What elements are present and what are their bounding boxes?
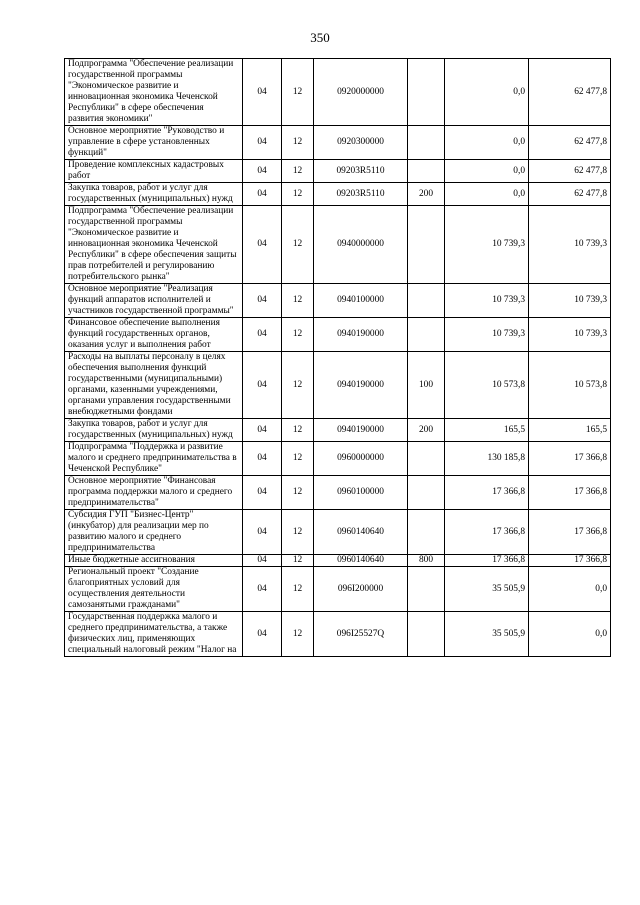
target-article-code: 0920300000 xyxy=(314,126,408,160)
table-row xyxy=(65,284,611,318)
section-code: 04 xyxy=(243,476,282,510)
target-article-code: 0940190000 xyxy=(314,318,408,352)
expense-type-code xyxy=(408,206,445,284)
amount-year-1: 0,0 xyxy=(445,59,529,126)
expense-type-code: 200 xyxy=(408,419,445,442)
amount-year-1: 35 505,9 xyxy=(445,567,529,612)
target-article-code: 0940190000 xyxy=(314,419,408,442)
target-article-code: 0960000000 xyxy=(314,442,408,476)
section-code: 04 xyxy=(243,160,282,183)
amount-year-1: 0,0 xyxy=(445,160,529,183)
expense-name: Основное мероприятие "Финансовая программа поддержки малого и среднего предпринимательства" xyxy=(65,476,243,510)
table-row xyxy=(65,352,611,419)
expense-type-code xyxy=(408,126,445,160)
expense-type-code xyxy=(408,160,445,183)
table-row xyxy=(65,183,611,206)
section-code: 04 xyxy=(243,284,282,318)
subsection-code: 12 xyxy=(282,352,314,419)
section-code: 04 xyxy=(243,567,282,612)
amount-year-1: 17 366,8 xyxy=(445,555,529,567)
amount-year-1: 17 366,8 xyxy=(445,510,529,555)
amount-year-2: 10 573,8 xyxy=(529,352,611,419)
expense-name: Закупка товаров, работ и услуг для государственных (муниципальных) нужд xyxy=(65,183,243,206)
expense-name: Региональный проект "Создание благоприятных условий для осуществления деятельности самозанятыми гражданами" xyxy=(65,567,243,612)
amount-year-2: 17 366,8 xyxy=(529,510,611,555)
expense-name: Основное мероприятие "Руководство и управление в сфере установленных функций" xyxy=(65,126,243,160)
expense-name: Основное мероприятие "Реализация функций аппаратов исполнителей и участников государственной программы" xyxy=(65,284,243,318)
table-row xyxy=(65,476,611,510)
expense-type-code: 800 xyxy=(408,555,445,567)
target-article-code: 0960140640 xyxy=(314,510,408,555)
expense-name: Иные бюджетные ассигнования xyxy=(65,555,243,567)
target-article-code: 0940190000 xyxy=(314,352,408,419)
expense-name: Закупка товаров, работ и услуг для государственных (муниципальных) нужд xyxy=(65,419,243,442)
amount-year-2: 62 477,8 xyxy=(529,183,611,206)
amount-year-1: 35 505,9 xyxy=(445,612,529,657)
expense-type-code xyxy=(408,612,445,657)
expense-type-code: 100 xyxy=(408,352,445,419)
amount-year-2: 0,0 xyxy=(529,567,611,612)
expense-name: Расходы на выплаты персоналу в целях обеспечения выполнения функций государственными (муниципальными) органами, казенными учреждениями, органами управления государственными внебюджетными фондами xyxy=(65,352,243,419)
amount-year-1: 0,0 xyxy=(445,126,529,160)
budget-table-body xyxy=(65,59,611,657)
subsection-code: 12 xyxy=(282,206,314,284)
target-article-code: 0940100000 xyxy=(314,284,408,318)
target-article-code: 0960100000 xyxy=(314,476,408,510)
expense-name: Подпрограмма "Поддержка и развитие малого и среднего предпринимательства в Чеченской Республике" xyxy=(65,442,243,476)
amount-year-2: 0,0 xyxy=(529,612,611,657)
subsection-code: 12 xyxy=(282,555,314,567)
expense-name: Проведение комплексных кадастровых работ xyxy=(65,160,243,183)
amount-year-2: 62 477,8 xyxy=(529,126,611,160)
expense-name: Субсидия ГУП "Бизнес-Центр" (инкубатор) для реализации мер по развитию малого и среднего предпринимательства xyxy=(65,510,243,555)
target-article-code: 096I200000 xyxy=(314,567,408,612)
subsection-code: 12 xyxy=(282,126,314,160)
table-row xyxy=(65,419,611,442)
section-code: 04 xyxy=(243,352,282,419)
table-row xyxy=(65,510,611,555)
expense-type-code xyxy=(408,318,445,352)
table-row xyxy=(65,206,611,284)
amount-year-1: 10 739,3 xyxy=(445,284,529,318)
amount-year-1: 10 573,8 xyxy=(445,352,529,419)
target-article-code: 0960140640 xyxy=(314,555,408,567)
amount-year-1: 10 739,3 xyxy=(445,318,529,352)
subsection-code: 12 xyxy=(282,318,314,352)
section-code: 04 xyxy=(243,612,282,657)
table-row xyxy=(65,160,611,183)
table-row xyxy=(65,126,611,160)
table-row xyxy=(65,442,611,476)
section-code: 04 xyxy=(243,126,282,160)
subsection-code: 12 xyxy=(282,419,314,442)
expense-type-code xyxy=(408,567,445,612)
subsection-code: 12 xyxy=(282,567,314,612)
expense-type-code xyxy=(408,284,445,318)
section-code: 04 xyxy=(243,555,282,567)
table-row xyxy=(65,555,611,567)
expense-type-code xyxy=(408,442,445,476)
amount-year-1: 165,5 xyxy=(445,419,529,442)
amount-year-2: 17 366,8 xyxy=(529,476,611,510)
section-code: 04 xyxy=(243,59,282,126)
section-code: 04 xyxy=(243,442,282,476)
expense-name: Финансовое обеспечение выполнения функций государственных органов, оказания услуг и выполнения работ xyxy=(65,318,243,352)
target-article-code: 0920000000 xyxy=(314,59,408,126)
target-article-code: 096I25527Q xyxy=(314,612,408,657)
expense-name: Подпрограмма "Обеспечение реализации государственной программы "Экономическое развитие и инновационная экономика Чеченской Республики" в сфере обеспечения развития экономики" xyxy=(65,59,243,126)
amount-year-1: 10 739,3 xyxy=(445,206,529,284)
target-article-code: 09203R5110 xyxy=(314,183,408,206)
expense-type-code xyxy=(408,59,445,126)
target-article-code: 0940000000 xyxy=(314,206,408,284)
amount-year-1: 17 366,8 xyxy=(445,476,529,510)
subsection-code: 12 xyxy=(282,59,314,126)
table-row xyxy=(65,59,611,126)
target-article-code: 09203R5110 xyxy=(314,160,408,183)
expense-type-code xyxy=(408,510,445,555)
table-row xyxy=(65,567,611,612)
amount-year-2: 62 477,8 xyxy=(529,59,611,126)
budget-table xyxy=(64,58,611,657)
amount-year-2: 17 366,8 xyxy=(529,555,611,567)
subsection-code: 12 xyxy=(282,476,314,510)
expense-name: Государственная поддержка малого и среднего предпринимательства, а также физических лиц, применяющих специальный налоговый режим "Налог на xyxy=(65,612,243,657)
subsection-code: 12 xyxy=(282,510,314,555)
subsection-code: 12 xyxy=(282,284,314,318)
section-code: 04 xyxy=(243,206,282,284)
subsection-code: 12 xyxy=(282,160,314,183)
section-code: 04 xyxy=(243,318,282,352)
amount-year-2: 10 739,3 xyxy=(529,206,611,284)
table-row xyxy=(65,612,611,657)
expense-type-code: 200 xyxy=(408,183,445,206)
amount-year-2: 17 366,8 xyxy=(529,442,611,476)
subsection-code: 12 xyxy=(282,612,314,657)
expense-name: Подпрограмма "Обеспечение реализации государственной программы "Экономическое развитие и инновационная экономика Чеченской Республики" в сфере обеспечения защиты прав потребителей и регулированию потребительского рынка" xyxy=(65,206,243,284)
amount-year-2: 10 739,3 xyxy=(529,318,611,352)
table-row xyxy=(65,318,611,352)
amount-year-2: 10 739,3 xyxy=(529,284,611,318)
section-code: 04 xyxy=(243,419,282,442)
subsection-code: 12 xyxy=(282,183,314,206)
subsection-code: 12 xyxy=(282,442,314,476)
amount-year-2: 62 477,8 xyxy=(529,160,611,183)
section-code: 04 xyxy=(243,183,282,206)
expense-type-code xyxy=(408,476,445,510)
section-code: 04 xyxy=(243,510,282,555)
page-number: 350 xyxy=(310,30,330,45)
amount-year-2: 165,5 xyxy=(529,419,611,442)
amount-year-1: 130 185,8 xyxy=(445,442,529,476)
amount-year-1: 0,0 xyxy=(445,183,529,206)
